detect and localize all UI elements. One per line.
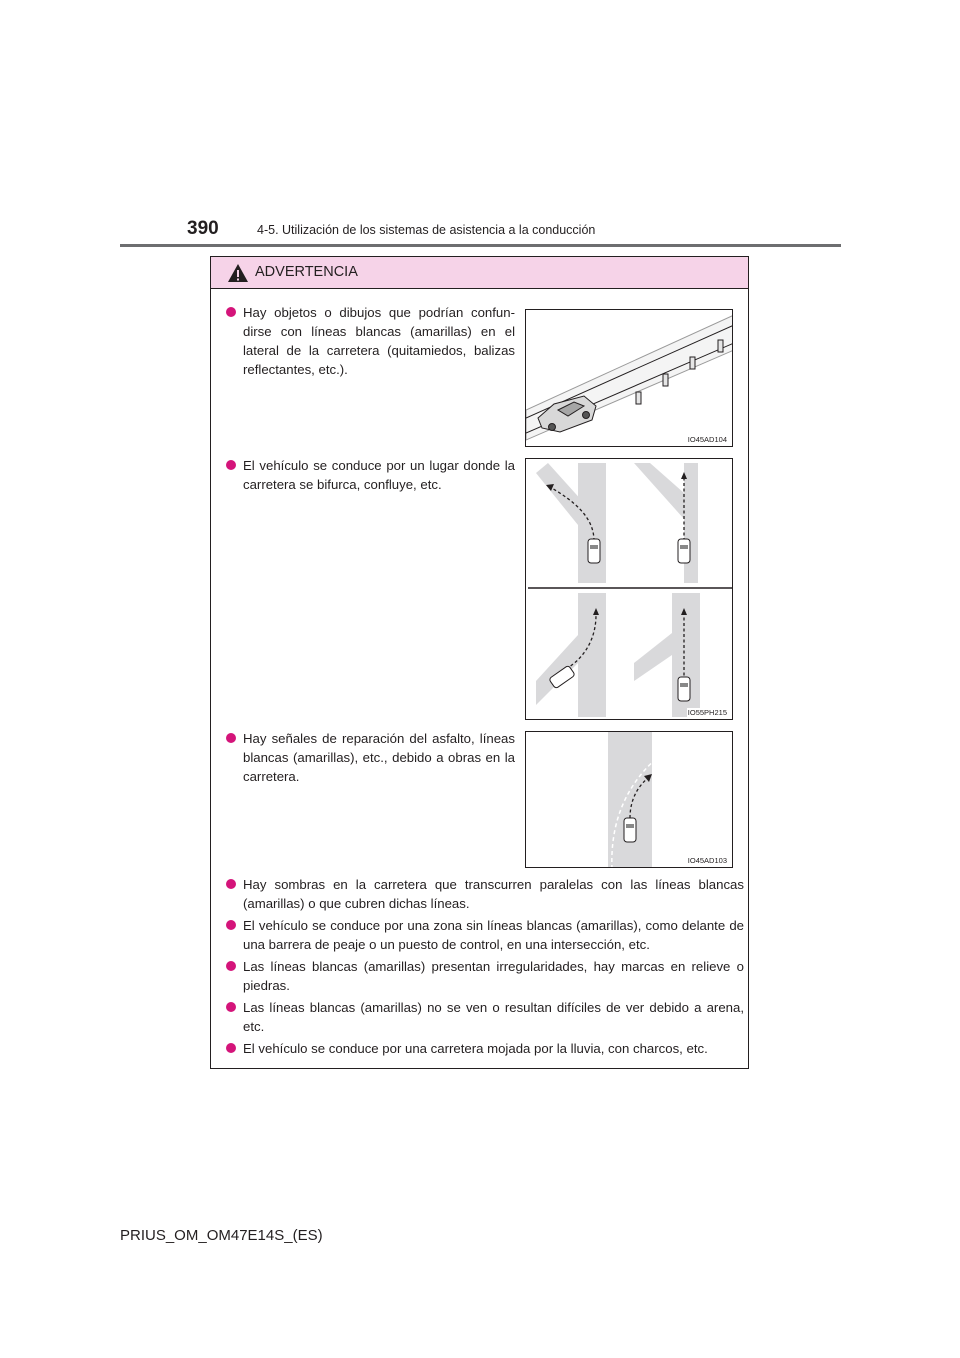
section-title: 4-5. Utilización de los sistemas de asistencia a la conducción bbox=[257, 223, 596, 237]
bullet-icon bbox=[226, 1043, 236, 1053]
bullet-icon bbox=[226, 460, 236, 470]
figure-code: IO55PH215 bbox=[687, 708, 727, 717]
bullet-icon bbox=[226, 307, 236, 317]
figure-code: IO45AD104 bbox=[687, 435, 727, 444]
warning-item-text: Hay sombras en la carretera que transcurren paralelas con las líneas blancas (amarillas) o que cubren dichas líneas. bbox=[243, 877, 744, 911]
warning-item-text: El vehículo se conduce por una carretera mojada por la lluvia, con charcos, etc. bbox=[243, 1041, 708, 1056]
warning-item-text: Hay objetos o dibujos que podrían confun-dirse con líneas blancas (amarillas) en el lateral de la carretera (quitamiedos, balizas reflectantes, etc.). bbox=[243, 305, 515, 377]
bullet-icon bbox=[226, 961, 236, 971]
warning-item bbox=[226, 1039, 744, 1058]
warning-item-text: Las líneas blancas (amarillas) no se ven o resultan difíciles de ver debido a arena, etc. bbox=[243, 1000, 744, 1034]
warning-header bbox=[211, 257, 748, 289]
figure-road-works bbox=[525, 731, 733, 868]
warning-triangle-icon bbox=[227, 263, 249, 283]
car-icon bbox=[678, 539, 690, 563]
car-icon bbox=[678, 677, 690, 701]
road-works-illustration bbox=[526, 732, 733, 868]
warning-item bbox=[226, 957, 744, 995]
warning-item-text: Las líneas blancas (amarillas) presentan irregularidades, hay marcas en relieve o piedras. bbox=[243, 959, 744, 993]
warning-item bbox=[226, 916, 744, 954]
warning-item bbox=[226, 729, 515, 786]
guardrail-illustration bbox=[526, 310, 733, 447]
figure-code: IO45AD103 bbox=[687, 856, 727, 865]
figure-guardrail bbox=[525, 309, 733, 447]
bullet-icon bbox=[226, 879, 236, 889]
car-icon bbox=[624, 818, 636, 842]
bullet-icon bbox=[226, 1002, 236, 1012]
warning-item-text: El vehículo se conduce por una zona sin líneas blancas (amarillas), como delante de una barrera de peaje o un puesto de control, en una intersección, etc. bbox=[243, 918, 744, 952]
warning-item bbox=[226, 875, 744, 913]
warning-item bbox=[226, 303, 515, 379]
figure-fork-merge bbox=[525, 458, 733, 720]
warning-item bbox=[226, 998, 744, 1036]
warning-item-text: El vehículo se conduce por un lugar donde la carretera se bifurca, confluye, etc. bbox=[243, 458, 515, 492]
warning-box bbox=[210, 256, 749, 1069]
bullet-icon bbox=[226, 733, 236, 743]
warning-title: ADVERTENCIA bbox=[255, 264, 358, 280]
page-number: 390 bbox=[187, 218, 219, 239]
car-icon bbox=[588, 539, 600, 563]
header-rule bbox=[120, 244, 841, 247]
document-code: PRIUS_OM_OM47E14S_(ES) bbox=[120, 1227, 323, 1244]
bullet-icon bbox=[226, 920, 236, 930]
warning-item bbox=[226, 456, 515, 494]
warning-item-text: Hay señales de reparación del asfalto, líneas blancas (amarillas), etc., debido a obras en la carretera. bbox=[243, 731, 515, 784]
fork-merge-illustration bbox=[526, 459, 733, 720]
